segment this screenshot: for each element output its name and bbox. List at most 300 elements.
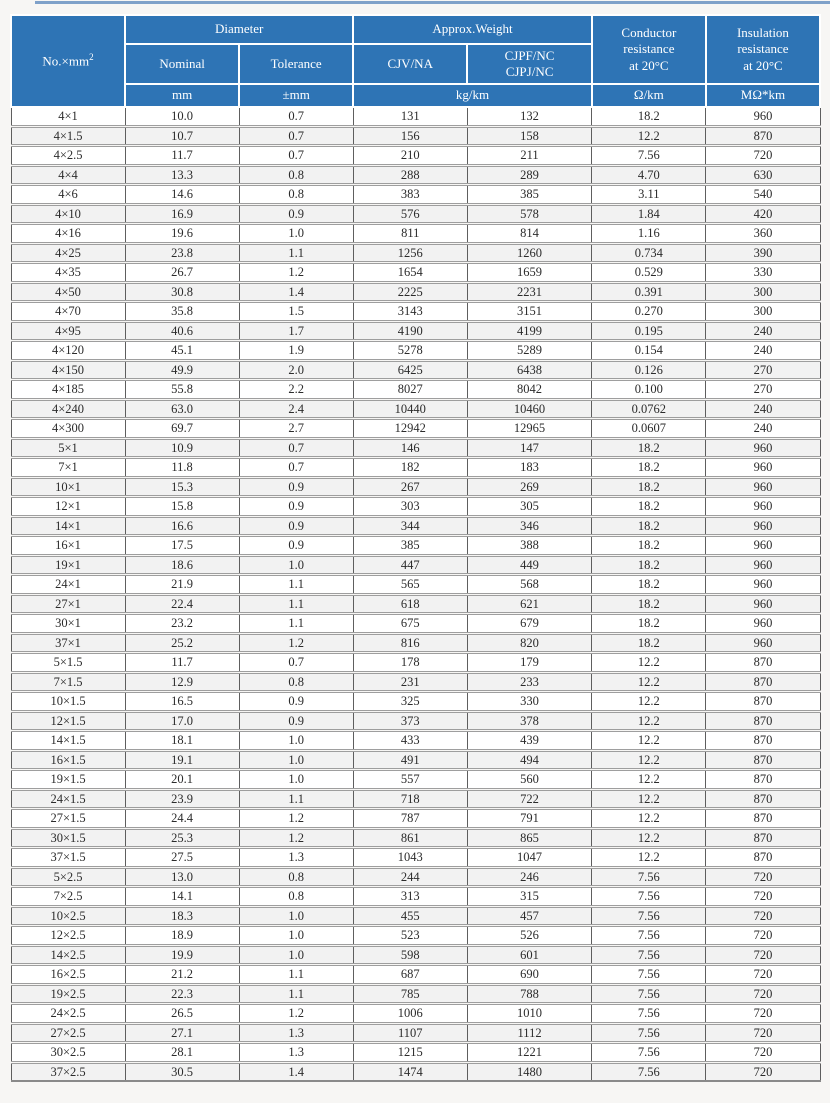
table-cell: 1.5 (239, 302, 353, 322)
table-cell: 960 (706, 536, 820, 556)
table-row (11, 750, 820, 770)
table-cell: 16×2.5 (11, 965, 125, 985)
table-cell: 330 (706, 263, 820, 283)
table-cell: 7.56 (592, 887, 706, 907)
table-cell: 4×120 (11, 341, 125, 361)
table-cell: 439 (467, 731, 592, 751)
table-cell: 156 (353, 126, 467, 146)
unit-conductor-resistance: Ω/km (592, 84, 706, 107)
table-cell: 720 (706, 984, 820, 1004)
table-cell: 22.4 (125, 594, 239, 614)
table-cell: 18.2 (592, 575, 706, 595)
col-group-diameter: Diameter (125, 15, 353, 44)
table-cell: 0.0762 (592, 399, 706, 419)
table-cell: 12×2.5 (11, 926, 125, 946)
table-cell: 12942 (353, 419, 467, 439)
table-row (11, 809, 820, 829)
table-row (11, 204, 820, 224)
table-row (11, 146, 820, 166)
table-row (11, 672, 820, 692)
table-row (11, 360, 820, 380)
col-header-cjv-na: CJV/NA (353, 44, 467, 84)
table-cell: 390 (706, 243, 820, 263)
table-cell: 303 (353, 497, 467, 517)
table-cell: 1.2 (239, 633, 353, 653)
table-cell: 722 (467, 789, 592, 809)
table-cell: 1.2 (239, 1004, 353, 1024)
table-cell: 814 (467, 224, 592, 244)
table-cell: 1.1 (239, 965, 353, 985)
table-cell: 449 (467, 555, 592, 575)
table-cell: 23.2 (125, 614, 239, 634)
table-cell: 618 (353, 594, 467, 614)
table-row (11, 692, 820, 712)
table-cell: 27×1 (11, 594, 125, 614)
table-cell: 870 (706, 126, 820, 146)
table-cell: 18.2 (592, 614, 706, 634)
table-cell: 4.70 (592, 165, 706, 185)
table-cell: 4×95 (11, 321, 125, 341)
table-cell: 14.6 (125, 185, 239, 205)
table-cell: 270 (706, 360, 820, 380)
table-cell: 0.9 (239, 711, 353, 731)
table-cell: 18.2 (592, 107, 706, 126)
table-cell: 565 (353, 575, 467, 595)
table-cell: 158 (467, 126, 592, 146)
cable-spec-table (10, 14, 821, 1082)
table-cell: 960 (706, 633, 820, 653)
table-cell: 720 (706, 1004, 820, 1024)
table-cell: 24×1.5 (11, 789, 125, 809)
table-row (11, 321, 820, 341)
table-cell: 720 (706, 1062, 820, 1081)
table-cell: 12.2 (592, 731, 706, 751)
table-cell: 18.2 (592, 477, 706, 497)
table-row (11, 107, 820, 126)
table-cell: 18.2 (592, 536, 706, 556)
table-row (11, 731, 820, 751)
table-cell: 720 (706, 926, 820, 946)
table-cell: 240 (706, 341, 820, 361)
table-cell: 3143 (353, 302, 467, 322)
table-cell: 4×2.5 (11, 146, 125, 166)
table-cell: 1112 (467, 1023, 592, 1043)
table-row (11, 380, 820, 400)
table-cell: 1221 (467, 1043, 592, 1063)
table-cell: 18.2 (592, 458, 706, 478)
table-cell: 344 (353, 516, 467, 536)
table-cell: 0.7 (239, 458, 353, 478)
table-cell: 6438 (467, 360, 592, 380)
table-cell: 675 (353, 614, 467, 634)
table-cell: 0.391 (592, 282, 706, 302)
table-cell: 1.1 (239, 243, 353, 263)
table-cell: 178 (353, 653, 467, 673)
table-cell: 0.0607 (592, 419, 706, 439)
table-cell: 16×1 (11, 536, 125, 556)
table-cell: 5278 (353, 341, 467, 361)
table-cell: 179 (467, 653, 592, 673)
table-cell: 5289 (467, 341, 592, 361)
table-cell: 383 (353, 185, 467, 205)
table-cell: 960 (706, 614, 820, 634)
spec-table-body (11, 107, 820, 1081)
table-cell: 870 (706, 789, 820, 809)
table-cell: 4×240 (11, 399, 125, 419)
table-cell: 8027 (353, 380, 467, 400)
table-cell: 870 (706, 711, 820, 731)
table-row (11, 282, 820, 302)
table-cell: 388 (467, 536, 592, 556)
table-cell: 720 (706, 965, 820, 985)
table-row (11, 653, 820, 673)
table-cell: 23.8 (125, 243, 239, 263)
table-cell: 1.9 (239, 341, 353, 361)
table-cell: 0.195 (592, 321, 706, 341)
table-cell: 491 (353, 750, 467, 770)
table-row (11, 828, 820, 848)
table-cell: 3.11 (592, 185, 706, 205)
table-cell: 7.56 (592, 945, 706, 965)
table-cell: 6425 (353, 360, 467, 380)
table-cell: 10460 (467, 399, 592, 419)
table-cell: 147 (467, 438, 592, 458)
table-cell: 40.6 (125, 321, 239, 341)
table-cell: 1.1 (239, 575, 353, 595)
table-cell: 10×1.5 (11, 692, 125, 712)
table-cell: 10440 (353, 399, 467, 419)
table-cell: 960 (706, 438, 820, 458)
top-divider-strip (35, 1, 830, 4)
table-cell: 12.2 (592, 653, 706, 673)
table-cell: 1.2 (239, 263, 353, 283)
table-header (11, 15, 820, 107)
table-cell: 865 (467, 828, 592, 848)
table-row (11, 458, 820, 478)
table-cell: 330 (467, 692, 592, 712)
table-cell: 17.5 (125, 536, 239, 556)
table-cell: 244 (353, 867, 467, 887)
table-cell: 300 (706, 282, 820, 302)
table-cell: 11.8 (125, 458, 239, 478)
col-header-cjpf-cjpj (467, 44, 592, 84)
table-cell: 12.2 (592, 750, 706, 770)
table-row (11, 711, 820, 731)
table-row (11, 984, 820, 1004)
table-cell: 27.5 (125, 848, 239, 868)
col-group-weight: Approx.Weight (353, 15, 592, 44)
table-row (11, 536, 820, 556)
table-cell: 385 (467, 185, 592, 205)
table-cell: 816 (353, 633, 467, 653)
table-row (11, 224, 820, 244)
table-cell: 269 (467, 477, 592, 497)
table-cell: 11.7 (125, 146, 239, 166)
table-cell: 20.1 (125, 770, 239, 790)
table-cell: 131 (353, 107, 467, 126)
table-row (11, 243, 820, 263)
table-cell: 210 (353, 146, 467, 166)
table-cell: 7×1 (11, 458, 125, 478)
insulation-line-3: at 20°C (743, 57, 783, 73)
table-cell: 0.9 (239, 692, 353, 712)
table-cell: 787 (353, 809, 467, 829)
table-cell: 718 (353, 789, 467, 809)
table-cell: 1.4 (239, 1062, 353, 1081)
cjpf-line-1: CJPF/NC (504, 47, 555, 63)
table-cell: 1654 (353, 263, 467, 283)
col-header-insulation-resistance (706, 15, 820, 84)
table-cell: 360 (706, 224, 820, 244)
table-cell: 0.9 (239, 497, 353, 517)
table-cell: 7.56 (592, 926, 706, 946)
col-header-conductor-resistance (592, 15, 706, 84)
table-cell: 960 (706, 555, 820, 575)
table-cell: 37×1 (11, 633, 125, 653)
table-cell: 1.0 (239, 731, 353, 751)
table-cell: 14×1 (11, 516, 125, 536)
table-cell: 0.7 (239, 438, 353, 458)
table-cell: 0.7 (239, 126, 353, 146)
table-cell: 0.9 (239, 477, 353, 497)
table-cell: 4×185 (11, 380, 125, 400)
table-cell: 385 (353, 536, 467, 556)
table-cell: 1.0 (239, 750, 353, 770)
table-cell: 132 (467, 107, 592, 126)
table-cell: 27×2.5 (11, 1023, 125, 1043)
table-cell: 870 (706, 672, 820, 692)
table-cell: 4×6 (11, 185, 125, 205)
cjpf-line-2: CJPJ/NC (505, 64, 554, 79)
table-cell: 720 (706, 945, 820, 965)
table-cell: 870 (706, 750, 820, 770)
table-cell: 313 (353, 887, 467, 907)
col-header-nominal: Nominal (125, 44, 239, 84)
table-cell: 1107 (353, 1023, 467, 1043)
table-cell: 21.9 (125, 575, 239, 595)
table-cell: 1010 (467, 1004, 592, 1024)
table-cell: 4×150 (11, 360, 125, 380)
table-cell: 18.2 (592, 555, 706, 575)
table-cell: 18.2 (592, 633, 706, 653)
table-cell: 568 (467, 575, 592, 595)
table-cell: 494 (467, 750, 592, 770)
table-row (11, 399, 820, 419)
table-cell: 621 (467, 594, 592, 614)
table-cell: 1047 (467, 848, 592, 868)
table-cell: 182 (353, 458, 467, 478)
table-cell: 0.8 (239, 887, 353, 907)
table-row (11, 789, 820, 809)
size-label: No.×mm (42, 53, 90, 69)
table-cell: 18.6 (125, 555, 239, 575)
table-cell: 0.9 (239, 516, 353, 536)
table-cell: 12.2 (592, 789, 706, 809)
table-cell: 1.3 (239, 848, 353, 868)
table-cell: 1.1 (239, 614, 353, 634)
table-cell: 12.2 (592, 711, 706, 731)
table-cell: 12.2 (592, 828, 706, 848)
table-cell: 30×2.5 (11, 1043, 125, 1063)
table-row (11, 1004, 820, 1024)
table-cell: 1474 (353, 1062, 467, 1081)
table-row (11, 341, 820, 361)
table-cell: 10.7 (125, 126, 239, 146)
table-cell: 18.1 (125, 731, 239, 751)
table-cell: 690 (467, 965, 592, 985)
table-cell: 1.2 (239, 828, 353, 848)
conductor-line-1: Conductor (621, 25, 677, 41)
table-cell: 240 (706, 321, 820, 341)
table-cell: 578 (467, 204, 592, 224)
conductor-line-3: at 20°C (629, 57, 669, 73)
table-cell: 30.5 (125, 1062, 239, 1081)
table-cell: 4190 (353, 321, 467, 341)
table-cell: 870 (706, 848, 820, 868)
table-cell: 0.7 (239, 146, 353, 166)
table-cell: 526 (467, 926, 592, 946)
unit-insulation-resistance: MΩ*km (706, 84, 820, 107)
table-cell: 1.1 (239, 789, 353, 809)
table-cell: 14.1 (125, 887, 239, 907)
table-row (11, 497, 820, 517)
unit-tolerance: ±mm (239, 84, 353, 107)
table-cell: 5×1 (11, 438, 125, 458)
table-row (11, 126, 820, 146)
table-cell: 1260 (467, 243, 592, 263)
table-cell: 23.9 (125, 789, 239, 809)
table-cell: 1.84 (592, 204, 706, 224)
table-row (11, 1062, 820, 1081)
table-cell: 0.100 (592, 380, 706, 400)
table-cell: 960 (706, 107, 820, 126)
table-cell: 1.3 (239, 1043, 353, 1063)
table-cell: 679 (467, 614, 592, 634)
table-cell: 10.9 (125, 438, 239, 458)
insulation-line-1: Insulation (736, 25, 789, 41)
table-row (11, 926, 820, 946)
table-cell: 12×1.5 (11, 711, 125, 731)
table-cell: 1.0 (239, 770, 353, 790)
table-cell: 0.7 (239, 653, 353, 673)
table-cell: 785 (353, 984, 467, 1004)
cable-spec-table-container (10, 14, 821, 1082)
table-cell: 346 (467, 516, 592, 536)
table-cell: 19×1.5 (11, 770, 125, 790)
table-row (11, 302, 820, 322)
table-cell: 7.56 (592, 984, 706, 1004)
table-cell: 687 (353, 965, 467, 985)
table-cell: 1.1 (239, 984, 353, 1004)
size-label-sup: 2 (89, 52, 94, 63)
table-cell: 2.7 (239, 419, 353, 439)
table-cell: 30.8 (125, 282, 239, 302)
table-cell: 246 (467, 867, 592, 887)
table-cell: 0.8 (239, 672, 353, 692)
table-cell: 12.2 (592, 672, 706, 692)
table-cell: 0.9 (239, 536, 353, 556)
table-cell: 69.7 (125, 419, 239, 439)
table-cell: 2.2 (239, 380, 353, 400)
table-row (11, 945, 820, 965)
table-cell: 4×4 (11, 165, 125, 185)
table-row (11, 477, 820, 497)
table-row (11, 848, 820, 868)
table-cell: 788 (467, 984, 592, 1004)
conductor-line-2: resistance (623, 41, 675, 57)
table-cell: 16.9 (125, 204, 239, 224)
table-cell: 720 (706, 1043, 820, 1063)
table-cell: 37×1.5 (11, 848, 125, 868)
table-cell: 7.56 (592, 1062, 706, 1081)
table-row (11, 1023, 820, 1043)
col-header-tolerance: Tolerance (239, 44, 353, 84)
table-cell: 1.0 (239, 224, 353, 244)
table-cell: 861 (353, 828, 467, 848)
table-cell: 870 (706, 692, 820, 712)
table-cell: 560 (467, 770, 592, 790)
table-cell: 7.56 (592, 906, 706, 926)
table-row (11, 965, 820, 985)
table-cell: 18.9 (125, 926, 239, 946)
table-cell: 1480 (467, 1062, 592, 1081)
table-cell: 270 (706, 380, 820, 400)
table-cell: 24.4 (125, 809, 239, 829)
table-cell: 1.16 (592, 224, 706, 244)
table-cell: 63.0 (125, 399, 239, 419)
table-cell: 791 (467, 809, 592, 829)
table-cell: 325 (353, 692, 467, 712)
table-cell: 231 (353, 672, 467, 692)
table-cell: 0.7 (239, 107, 353, 126)
table-row (11, 438, 820, 458)
table-row (11, 419, 820, 439)
table-cell: 211 (467, 146, 592, 166)
table-cell: 267 (353, 477, 467, 497)
table-cell: 7×2.5 (11, 887, 125, 907)
table-cell: 3151 (467, 302, 592, 322)
table-cell: 1659 (467, 263, 592, 283)
table-cell: 820 (467, 633, 592, 653)
table-cell: 870 (706, 770, 820, 790)
table-row (11, 906, 820, 926)
table-cell: 960 (706, 477, 820, 497)
table-cell: 373 (353, 711, 467, 731)
table-cell: 5×1.5 (11, 653, 125, 673)
table-cell: 12.2 (592, 809, 706, 829)
table-cell: 0.8 (239, 165, 353, 185)
table-cell: 10×1 (11, 477, 125, 497)
table-cell: 4×25 (11, 243, 125, 263)
table-cell: 13.0 (125, 867, 239, 887)
table-cell: 378 (467, 711, 592, 731)
table-row (11, 516, 820, 536)
table-cell: 0.8 (239, 185, 353, 205)
unit-mm: mm (125, 84, 239, 107)
table-cell: 576 (353, 204, 467, 224)
table-cell: 455 (353, 906, 467, 926)
table-cell: 4×10 (11, 204, 125, 224)
table-row (11, 614, 820, 634)
table-cell: 2231 (467, 282, 592, 302)
table-cell: 240 (706, 399, 820, 419)
table-cell: 1.3 (239, 1023, 353, 1043)
table-cell: 25.3 (125, 828, 239, 848)
table-cell: 4×16 (11, 224, 125, 244)
table-cell: 18.2 (592, 516, 706, 536)
table-cell: 1.0 (239, 945, 353, 965)
table-cell: 55.8 (125, 380, 239, 400)
